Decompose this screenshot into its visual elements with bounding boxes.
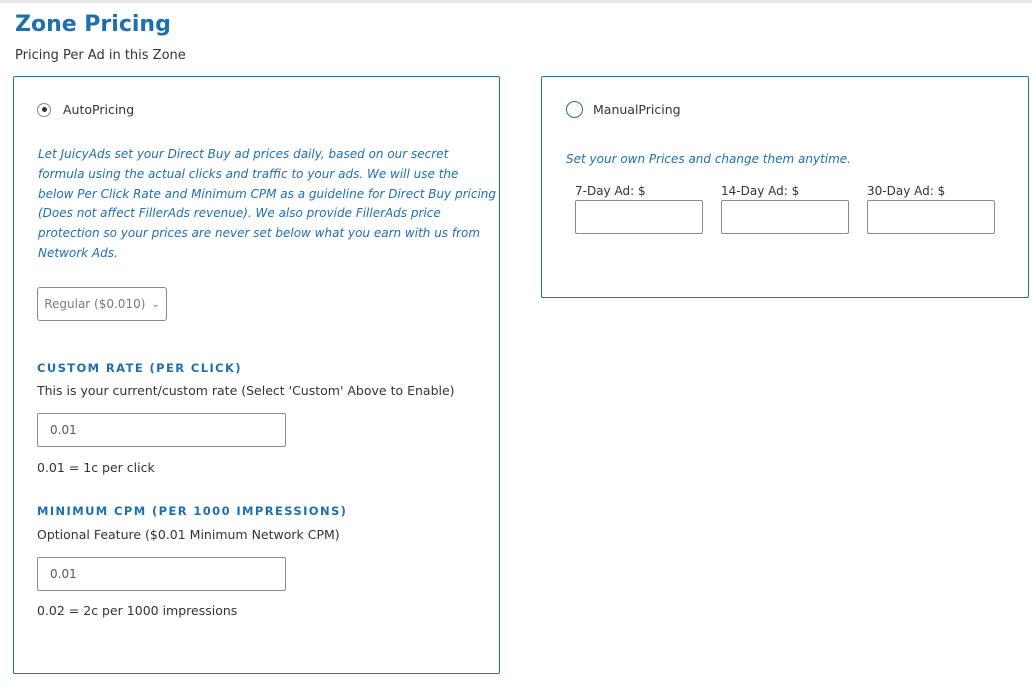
page-title: Zone Pricing xyxy=(15,12,171,37)
custom-rate-input[interactable] xyxy=(37,413,286,447)
fourteen-day-price-input[interactable] xyxy=(721,200,849,234)
manual-pricing-description: Set your own Prices and change them anytime. xyxy=(566,152,851,166)
manual-pricing-card xyxy=(541,76,1029,298)
description-line: below Per Click Rate and Minimum CPM as a guideline for Direct Buy pricing xyxy=(38,186,497,201)
auto-pricing-radio[interactable] xyxy=(37,103,51,117)
top-divider xyxy=(0,0,1032,3)
manual-pricing-radio[interactable] xyxy=(566,101,583,118)
rate-select-value: Regular ($0.010) xyxy=(44,297,146,311)
description-line: (Does not affect FillerAds revenue). We also provide FillerAds price xyxy=(38,206,441,221)
minimum-cpm-heading: MINIMUM CPM (PER 1000 IMPRESSIONS) xyxy=(37,504,348,518)
custom-rate-value: 0.01 xyxy=(50,423,77,437)
thirty-day-label: 30-Day Ad: $ xyxy=(867,184,946,198)
minimum-cpm-input[interactable] xyxy=(37,557,286,591)
minimum-cpm-note: 0.02 = 2c per 1000 impressions xyxy=(37,603,238,618)
manual-pricing-option[interactable] xyxy=(566,101,681,118)
description-line: Let JuicyAds set your Direct Buy ad prices daily, based on our secret xyxy=(38,147,449,161)
fourteen-day-label: 14-Day Ad: $ xyxy=(721,184,800,198)
description-line: Network Ads. xyxy=(38,245,118,260)
chevron-down-icon: ⌄ xyxy=(151,298,160,310)
custom-rate-heading: CUSTOM RATE (PER CLICK) xyxy=(37,361,242,375)
auto-pricing-option[interactable] xyxy=(37,102,134,117)
radio-selected-dot xyxy=(42,107,47,112)
page-subtitle: Pricing Per Ad in this Zone xyxy=(15,48,186,63)
custom-rate-help: This is your current/custom rate (Select 'Custom' Above to Enable) xyxy=(37,383,455,398)
auto-pricing-card xyxy=(13,76,500,674)
description-line: protection so your prices are never set below what you earn with us from xyxy=(38,226,481,241)
minimum-cpm-value: 0.01 xyxy=(50,567,77,581)
auto-pricing-description xyxy=(38,145,496,264)
thirty-day-price-input[interactable] xyxy=(867,200,995,234)
seven-day-label: 7-Day Ad: $ xyxy=(575,184,646,198)
seven-day-price-input[interactable] xyxy=(575,200,703,234)
custom-rate-note: 0.01 = 1c per click xyxy=(37,460,155,475)
description-line: formula using the actual clicks and traffic to your ads. We will use the xyxy=(38,166,459,181)
minimum-cpm-help: Optional Feature ($0.01 Minimum Network CPM) xyxy=(37,527,340,542)
auto-pricing-label: AutoPricing xyxy=(63,102,135,117)
rate-select[interactable] xyxy=(37,287,167,321)
manual-pricing-label: ManualPricing xyxy=(593,102,681,117)
